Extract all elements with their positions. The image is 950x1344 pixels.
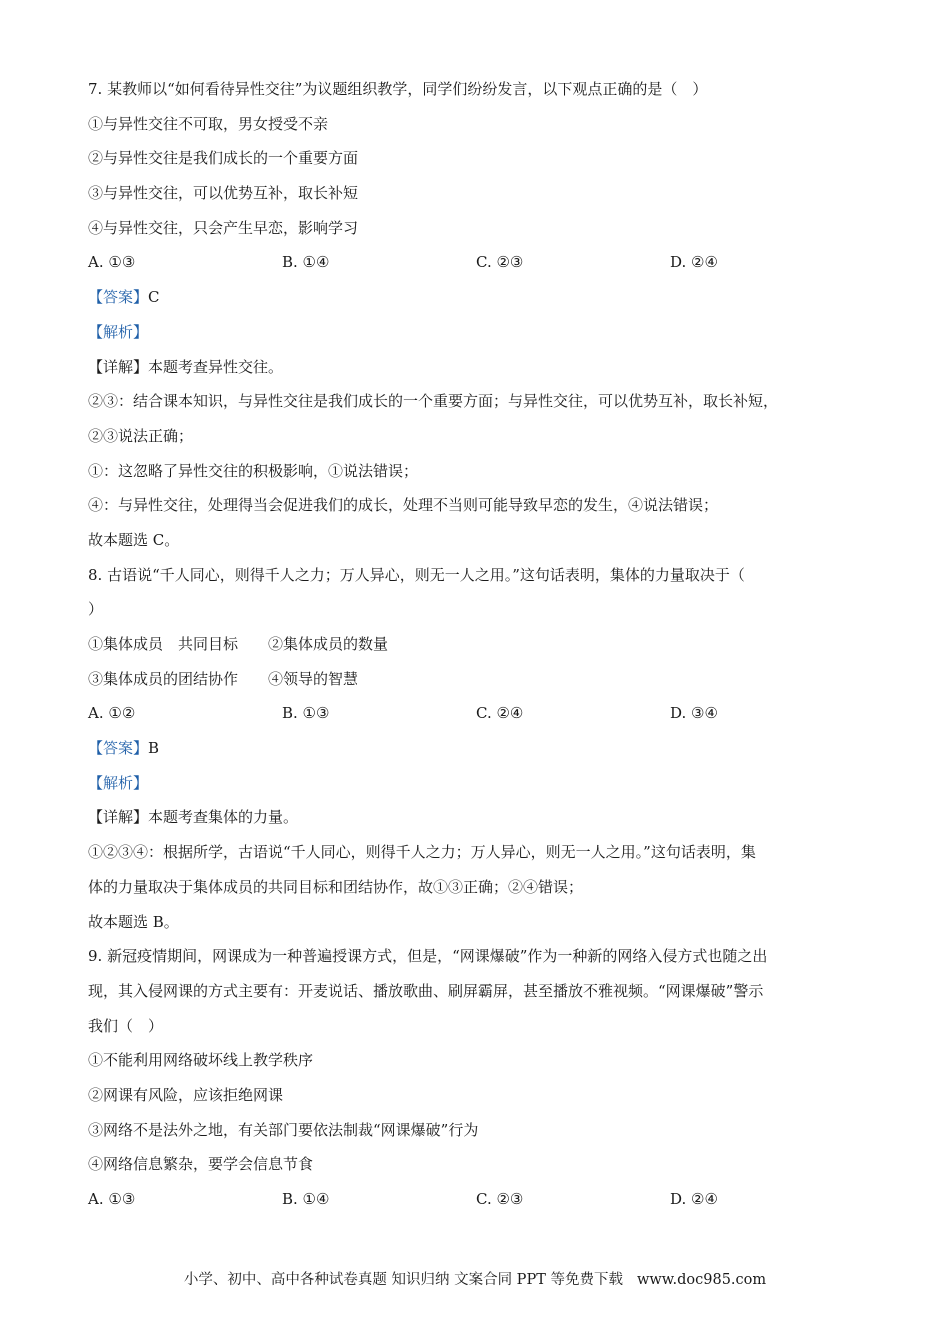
q8-choices bbox=[88, 696, 868, 731]
q7-explanation-4: ④：与异性交往，处理得当会促进我们的成长，处理不当则可能导致早恋的发生，④说法错误； bbox=[88, 496, 719, 515]
q8-explanation-1: ①②③④：根据所学，古语说“千人同心，则得千人之力；万人异心，则无一人之用。”这句话表明，集 bbox=[88, 843, 756, 862]
q7-detail bbox=[88, 350, 868, 385]
q8-choice-a: A. ①② bbox=[88, 704, 136, 723]
q8-analysis bbox=[88, 766, 868, 801]
q7-option-3: ③与异性交往，可以优势互补，取长补短 bbox=[88, 184, 359, 203]
q8-answer bbox=[88, 731, 868, 766]
q9-stem-line-3: 我们（ ） bbox=[88, 1016, 164, 1035]
q7-stem: 7. 某教师以“如何看待异性交往”为议题组织教学，同学们纷纷发言，以下观点正确的是（ ） bbox=[88, 80, 708, 98]
detail-tag: 【详解】 bbox=[88, 357, 149, 376]
q8-answer-value: B bbox=[148, 739, 160, 758]
q7-conclusion: 故本题选 C。 bbox=[88, 530, 180, 549]
q7-explanation-3: ①：这忽略了异性交往的积极影响，①说法错误； bbox=[88, 461, 419, 480]
q8-options-row-2: ③集体成员的团结协作 ④领导的智慧 bbox=[88, 669, 359, 688]
q8-choice-c: C. ②④ bbox=[476, 704, 524, 723]
q8-choice-d: D. ③④ bbox=[670, 704, 718, 723]
q7-analysis bbox=[88, 315, 868, 350]
q7-answer-value: C bbox=[148, 288, 160, 307]
q7-explanation-2: ②③说法正确； bbox=[88, 426, 194, 445]
q7-choice-b: B. ①④ bbox=[282, 253, 330, 272]
q8-conclusion: 故本题选 B。 bbox=[88, 912, 179, 931]
q8-stem-line-2: ） bbox=[88, 600, 104, 619]
q8-options-row-1: ①集体成员 共同目标 ②集体成员的数量 bbox=[88, 635, 389, 653]
q7-choice-d: D. ②④ bbox=[670, 253, 718, 272]
answer-tag: 【答案】 bbox=[88, 288, 149, 307]
q8-detail-text: 本题考查集体的力量。 bbox=[148, 808, 299, 827]
detail-tag: 【详解】 bbox=[88, 808, 149, 827]
q7-option-4: ④与异性交往，只会产生早恋，影响学习 bbox=[88, 218, 359, 237]
q9-option-1: ①不能利用网络破坏线上教学秩序 bbox=[88, 1051, 314, 1070]
q7-choice-a: A. ①③ bbox=[88, 253, 136, 272]
q9-choice-b: B. ①④ bbox=[282, 1190, 330, 1208]
analysis-tag: 【解析】 bbox=[88, 773, 149, 792]
q7-choice-c: C. ②③ bbox=[476, 253, 524, 272]
page-footer bbox=[0, 1268, 950, 1289]
q8-detail bbox=[88, 800, 868, 835]
q9-choices bbox=[88, 1182, 868, 1217]
q8-stem-line-1: 8. 古语说“千人同心，则得千人之力；万人异心，则无一人之用。”这句话表明，集体的力量取决于（ bbox=[88, 565, 745, 584]
q7-detail-text: 本题考查异性交往。 bbox=[148, 357, 284, 376]
q9-option-4: ④网络信息繁杂，要学会信息节食 bbox=[88, 1155, 314, 1174]
q9-choice-c: C. ②③ bbox=[476, 1190, 524, 1208]
q9-stem-line-1: 9. 新冠疫情期间，网课成为一种普遍授课方式，但是，“网课爆破”作为一种新的网络入侵方式也随之出 bbox=[88, 947, 768, 966]
q9-choice-a: A. ①③ bbox=[88, 1190, 136, 1208]
q8-choice-b: B. ①③ bbox=[282, 704, 330, 723]
q9-choice-d: D. ②④ bbox=[670, 1190, 718, 1208]
q7-answer bbox=[88, 280, 868, 315]
q7-explanation-1: ②③：结合课本知识，与异性交往是我们成长的一个重要方面；与异性交往，可以优势互补，取长补短， bbox=[88, 392, 779, 411]
footer-text: 小学、初中、高中各种试卷真题 知识归纳 文案合同 PPT 等免费下载 bbox=[183, 1272, 623, 1288]
analysis-tag: 【解析】 bbox=[88, 322, 149, 341]
q7-option-2: ②与异性交往是我们成长的一个重要方面 bbox=[88, 149, 359, 168]
q7-choices bbox=[88, 245, 868, 280]
q9-option-3: ③网络不是法外之地，有关部门要依法制裁“网课爆破”行为 bbox=[88, 1120, 479, 1139]
document-page bbox=[88, 72, 868, 1217]
q9-option-2: ②网课有风险，应该拒绝网课 bbox=[88, 1085, 284, 1104]
q8-explanation-2: 体的力量取决于集体成员的共同目标和团结协作，故①③正确；②④错误； bbox=[88, 877, 584, 896]
q9-stem-line-2: 现，其入侵网课的方式主要有：开麦说话、播放歌曲、刷屏霸屏，甚至播放不雅视频。“网课爆破”警示 bbox=[88, 981, 764, 1000]
answer-tag: 【答案】 bbox=[88, 739, 149, 758]
footer-url[interactable]: www.doc985.com bbox=[636, 1272, 767, 1288]
q7-option-1: ①与异性交往不可取，男女授受不亲 bbox=[88, 114, 329, 133]
